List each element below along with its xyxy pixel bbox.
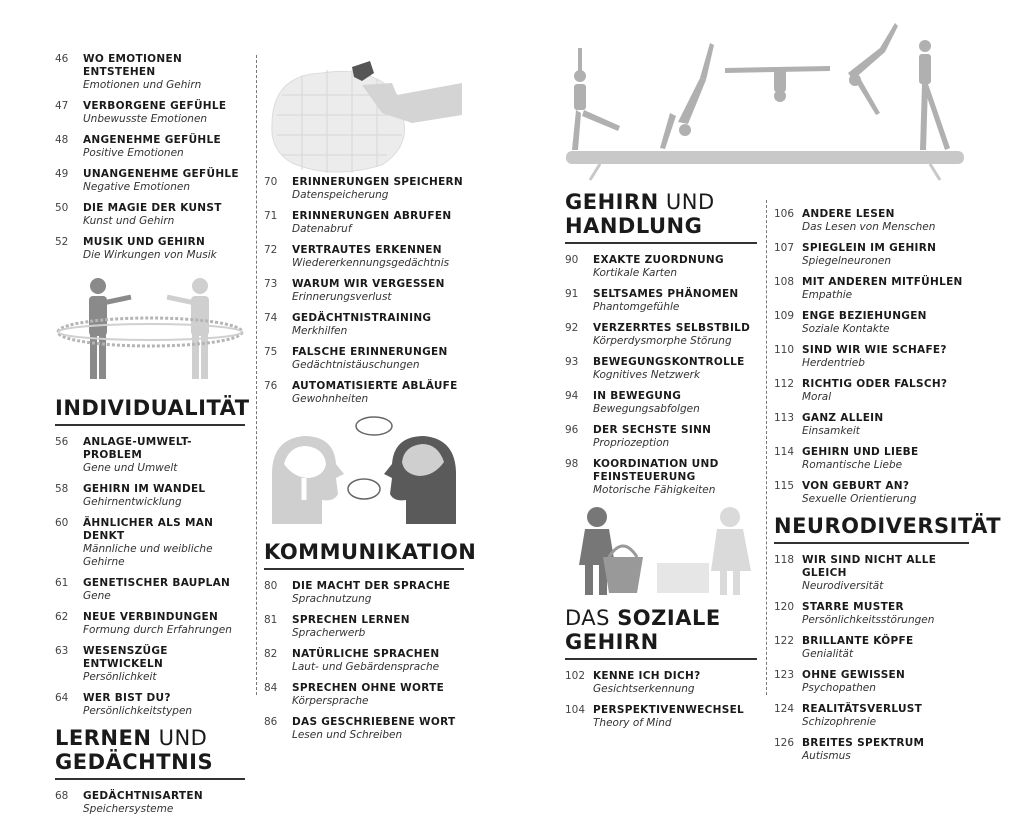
entry-subtitle: Datenspeicherung	[292, 189, 389, 201]
page-number: 104	[565, 704, 586, 716]
entry-subtitle: Unbewusste Emotionen	[83, 113, 208, 125]
heading-text: LERNEN	[55, 726, 152, 750]
toc-entry[interactable]	[55, 236, 245, 262]
entry-subtitle: Persönlichkeitstypen	[83, 705, 193, 717]
page-number: 94	[565, 390, 579, 402]
page-number: 46	[55, 53, 69, 65]
heading-text: NEURODIVERSITÄT	[774, 514, 1002, 538]
toc-entry[interactable]	[774, 737, 969, 763]
entry-subtitle: Negative Emotionen	[83, 181, 190, 193]
entry-title: DAS GESCHRIEBENE WORT	[292, 716, 456, 728]
page-number: 52	[55, 236, 69, 248]
entry-subtitle: Körperdysmorphe Störung	[593, 335, 732, 347]
toc-entry[interactable]	[565, 670, 757, 696]
entry-title: DIE MAGIE DER KUNST	[83, 202, 222, 214]
entry-subtitle: Kognitives Netzwerk	[593, 369, 701, 381]
entry-subtitle: Romantische Liebe	[802, 459, 903, 471]
page-number: 64	[55, 692, 69, 704]
entry-title: IN BEWEGUNG	[593, 390, 682, 402]
entry-title: MIT ANDEREN MITFÜHLEN	[802, 276, 963, 288]
entry-title: ANGENEHME GEFÜHLE	[83, 134, 221, 146]
entry-subtitle: Laut- und Gebärdensprache	[292, 661, 440, 673]
page-number: 80	[264, 580, 278, 592]
page-number: 72	[264, 244, 278, 256]
entry-subtitle: Moral	[802, 391, 832, 403]
page-number: 81	[264, 614, 278, 626]
entry-title: BEWEGUNGSKONTROLLE	[593, 356, 745, 368]
toc-entry[interactable]	[264, 312, 464, 338]
entry-subtitle: Formung durch Erfahrungen	[83, 624, 232, 636]
toc-entry[interactable]	[264, 648, 464, 674]
toc-entry[interactable]	[264, 380, 464, 406]
entry-subtitle: Sexuelle Orientierung	[802, 493, 917, 505]
entry-subtitle: Gedächtnistäuschungen	[292, 359, 420, 371]
page-number: 56	[55, 436, 69, 448]
entry-title: WESENSZÜGE ENTWICKELN	[83, 645, 168, 670]
toc-entry[interactable]	[774, 446, 969, 472]
toc-entry[interactable]	[565, 322, 757, 348]
entry-title: GENETISCHER BAUPLAN	[83, 577, 231, 589]
page-number: 60	[55, 517, 69, 529]
entry-subtitle: Soziale Kontakte	[802, 323, 890, 335]
toc-entry[interactable]	[774, 242, 969, 268]
page-number: 47	[55, 100, 69, 112]
entry-list	[55, 790, 245, 816]
toc-column-1	[55, 53, 250, 824]
entry-title: GEDÄCHTNISARTEN	[83, 790, 203, 802]
entry-subtitle: Positive Emotionen	[83, 147, 184, 159]
page-number: 61	[55, 577, 69, 589]
entry-title: DIE MACHT DER SPRACHE	[292, 580, 451, 592]
toc-entry[interactable]	[774, 669, 969, 695]
entry-title: WER BIST DU?	[83, 692, 171, 704]
page-number: 115	[774, 480, 795, 492]
page-number: 114	[774, 446, 795, 458]
entry-subtitle: Sprachnutzung	[292, 593, 372, 605]
toc-entry[interactable]	[565, 704, 757, 730]
entry-title: ÄHNLICHER ALS MAN DENKT	[83, 517, 214, 542]
toc-entry[interactable]	[264, 346, 464, 372]
toc-entry[interactable]	[55, 577, 245, 603]
toc-entry[interactable]	[264, 716, 464, 742]
toc-entry[interactable]	[565, 458, 757, 497]
entry-title: VERBORGENE GEFÜHLE	[83, 100, 227, 112]
entry-title: ANLAGE-UMWELT-PROBLEM	[83, 436, 192, 461]
entry-subtitle: Propriozeption	[593, 437, 670, 449]
entry-title: REALITÄTSVERLUST	[802, 703, 923, 715]
section-heading-individualitaet	[55, 396, 250, 426]
entry-title: SPRECHEN LERNEN	[292, 614, 410, 626]
entry-title: RICHTIG ODER FALSCH?	[802, 378, 948, 390]
entry-subtitle: Gene	[83, 590, 111, 602]
entry-subtitle: Gesichtserkennung	[593, 683, 695, 695]
entry-title: UNANGENEHME GEFÜHLE	[83, 168, 239, 180]
heading-text: SOZIALE	[617, 606, 721, 630]
page-number: 90	[565, 254, 579, 266]
entry-title: DER SECHSTE SINN	[593, 424, 712, 436]
entry-subtitle: Das Lesen von Menschen	[802, 221, 936, 233]
toc-entry[interactable]	[264, 614, 464, 640]
toc-entry[interactable]	[55, 436, 245, 475]
toc-entry[interactable]	[774, 344, 969, 370]
entry-title: PERSPEKTIVENWECHSEL	[593, 704, 745, 716]
entry-title: AUTOMATISIERTE ABLÄUFE	[292, 380, 458, 392]
entry-list	[55, 436, 245, 718]
entry-title: SELTSAMES PHÄNOMEN	[593, 288, 739, 300]
entry-title: SPRECHEN OHNE WORTE	[292, 682, 445, 694]
toc-entry[interactable]	[55, 790, 245, 816]
toc-entry[interactable]	[55, 517, 245, 569]
entry-subtitle: Bewegungsabfolgen	[593, 403, 700, 415]
entry-title: ERINNERUNGEN SPEICHERN	[292, 176, 464, 188]
entry-subtitle: Phantomgefühle	[593, 301, 680, 313]
toc-entry[interactable]	[55, 645, 245, 684]
entry-subtitle: Motorische Fähigkeiten	[593, 484, 716, 496]
entry-title: OHNE GEWISSEN	[802, 669, 906, 681]
entry-subtitle: Psychopathen	[802, 682, 876, 694]
toc-column-2	[264, 176, 477, 750]
heading-text-light: DAS	[565, 606, 610, 630]
toc-entry[interactable]	[565, 356, 757, 382]
page-number: 84	[264, 682, 278, 694]
page-number: 86	[264, 716, 278, 728]
social-people-illustration	[565, 505, 757, 600]
entry-title: STARRE MUSTER	[802, 601, 904, 613]
page-number: 93	[565, 356, 579, 368]
heading-text: HANDLUNG	[565, 214, 703, 238]
entry-subtitle: Speichersysteme	[83, 803, 174, 815]
page-number: 108	[774, 276, 795, 288]
entry-title: GEHIRN UND LIEBE	[802, 446, 919, 458]
page-number: 82	[264, 648, 278, 660]
entry-title: NEUE VERBINDUNGEN	[83, 611, 219, 623]
puzzle-brain-hand-illustration	[262, 55, 467, 175]
entry-subtitle: Herdentrieb	[802, 357, 865, 369]
entry-title: WO EMOTIONEN ENTSTEHEN	[83, 53, 183, 78]
section-heading-lernen	[55, 726, 245, 780]
section-heading-sozial	[565, 606, 757, 660]
toc-entry[interactable]	[55, 100, 245, 126]
toc-entry[interactable]	[55, 202, 245, 228]
entry-subtitle: Schizophrenie	[802, 716, 877, 728]
entry-title: VON GEBURT AN?	[802, 480, 910, 492]
toc-entry[interactable]	[264, 176, 464, 202]
entry-subtitle: Empathie	[802, 289, 853, 301]
entry-title: SPIEGLEIN IM GEHIRN	[802, 242, 937, 254]
entry-title: FALSCHE ERINNERUNGEN	[292, 346, 448, 358]
page-number: 124	[774, 703, 795, 715]
heading-text-light: UND	[665, 190, 715, 214]
toc-entry[interactable]	[55, 483, 245, 509]
entry-subtitle: Gene und Umwelt	[83, 462, 178, 474]
entry-subtitle: Kortikale Karten	[593, 267, 678, 279]
entry-title: GANZ ALLEIN	[802, 412, 884, 424]
toc-entry[interactable]	[565, 390, 757, 416]
entry-title: VERZERRTES SELBSTBILD	[593, 322, 751, 334]
entry-list	[264, 176, 464, 406]
entry-subtitle: Autismus	[802, 750, 851, 762]
entry-title: WIR SIND NICHT ALLE GLEICH	[802, 554, 937, 579]
toc-entry[interactable]	[774, 378, 969, 404]
entry-subtitle: Lesen und Schreiben	[292, 729, 403, 741]
entry-subtitle: Gehirnentwicklung	[83, 496, 182, 508]
column-divider	[256, 55, 257, 695]
page-number: 63	[55, 645, 69, 657]
toc-entry[interactable]	[774, 276, 969, 302]
toc-column-3	[565, 190, 757, 738]
entry-subtitle: Die Wirkungen von Musik	[83, 249, 217, 261]
page-number: 110	[774, 344, 795, 356]
heading-text-light: UND	[158, 726, 208, 750]
toc-entry[interactable]	[565, 288, 757, 314]
page-number: 91	[565, 288, 579, 300]
toc-entry[interactable]	[55, 692, 245, 718]
column-divider	[766, 200, 767, 695]
page-number: 92	[565, 322, 579, 334]
entry-list	[774, 208, 969, 506]
entry-subtitle: Persönlichkeitsstörungen	[802, 614, 935, 626]
page-number: 75	[264, 346, 278, 358]
page-number: 113	[774, 412, 795, 424]
toc-entry[interactable]	[565, 254, 757, 280]
entry-subtitle: Männliche und weibliche Gehirne	[83, 543, 213, 568]
page-number: 118	[774, 554, 795, 566]
entry-subtitle: Erinnerungsverlust	[292, 291, 392, 303]
heading-text: KOMMUNIKATION	[264, 540, 477, 564]
toc-entry[interactable]	[565, 424, 757, 450]
page-number: 58	[55, 483, 69, 495]
heading-text: GEHIRN	[565, 630, 659, 654]
heading-text: INDIVIDUALITÄT	[55, 396, 250, 420]
toc-entry[interactable]	[55, 611, 245, 637]
page-number: 107	[774, 242, 795, 254]
section-heading-handlung	[565, 190, 757, 244]
entry-subtitle: Merkhilfen	[292, 325, 348, 337]
page-number: 50	[55, 202, 69, 214]
entry-subtitle: Genialität	[802, 648, 854, 660]
page-number: 73	[264, 278, 278, 290]
page-number: 68	[55, 790, 69, 802]
entry-title: VERTRAUTES ERKENNEN	[292, 244, 442, 256]
page-number: 49	[55, 168, 69, 180]
entry-list	[565, 670, 757, 730]
entry-title: BRILLANTE KÖPFE	[802, 635, 914, 647]
heading-text: GEDÄCHTNIS	[55, 750, 214, 774]
entry-title: KOORDINATION UND FEINSTEUERUNG	[593, 458, 719, 483]
page-number: 96	[565, 424, 579, 436]
entry-title: GEDÄCHTNISTRAINING	[292, 312, 432, 324]
entry-subtitle: Persönlichkeit	[83, 671, 157, 683]
page-number: 126	[774, 737, 795, 749]
entry-subtitle: Wiedererkennungsgedächtnis	[292, 257, 450, 269]
entry-subtitle: Körpersprache	[292, 695, 369, 707]
page-number: 70	[264, 176, 278, 188]
toc-entry[interactable]	[264, 580, 464, 606]
toc-column-4	[774, 208, 1002, 771]
toc-entry[interactable]	[774, 310, 969, 336]
page-number: 76	[264, 380, 278, 392]
toc-entry[interactable]	[774, 703, 969, 729]
entry-subtitle: Spiegelneuronen	[802, 255, 892, 267]
entry-list	[565, 254, 757, 497]
entry-list	[774, 554, 969, 763]
page-number: 71	[264, 210, 278, 222]
toc-entry[interactable]	[55, 53, 245, 92]
entry-title: KENNE ICH DICH?	[593, 670, 701, 682]
page-number: 102	[565, 670, 586, 682]
entry-title: NATÜRLICHE SPRACHEN	[292, 648, 440, 660]
page-number: 48	[55, 134, 69, 146]
entry-list	[264, 580, 464, 742]
toc-entry[interactable]	[774, 480, 969, 506]
entry-subtitle: Kunst und Gehirn	[83, 215, 175, 227]
entry-subtitle: Spracherwerb	[292, 627, 366, 639]
entry-subtitle: Datenabruf	[292, 223, 352, 235]
page-number: 120	[774, 601, 795, 613]
toc-entry[interactable]	[774, 601, 969, 627]
toc-entry[interactable]	[55, 168, 245, 194]
page-number: 109	[774, 310, 795, 322]
toc-entry[interactable]	[774, 208, 969, 234]
toc-entry[interactable]	[55, 134, 245, 160]
page-number: 106	[774, 208, 795, 220]
entry-title: BREITES SPEKTRUM	[802, 737, 925, 749]
toc-entry[interactable]	[774, 412, 969, 438]
entry-subtitle: Emotionen und Gehirn	[83, 79, 202, 91]
page-number: 123	[774, 669, 795, 681]
music-figures-illustration	[55, 274, 245, 384]
entry-title: GEHIRN IM WANDEL	[83, 483, 206, 495]
toc-entry[interactable]	[774, 554, 969, 593]
section-heading-neurodiversitaet	[774, 514, 1002, 544]
page-number: 62	[55, 611, 69, 623]
page-number: 112	[774, 378, 795, 390]
page-number: 98	[565, 458, 579, 470]
entry-title: ENGE BEZIEHUNGEN	[802, 310, 927, 322]
entry-subtitle: Neurodiversität	[802, 580, 884, 592]
entry-title: WARUM WIR VERGESSEN	[292, 278, 445, 290]
toc-entry[interactable]	[264, 244, 464, 270]
page-number: 74	[264, 312, 278, 324]
page-number: 122	[774, 635, 795, 647]
entry-title: SIND WIR WIE SCHAFE?	[802, 344, 947, 356]
entry-subtitle: Theory of Mind	[593, 717, 672, 729]
toc-entry[interactable]	[264, 682, 464, 708]
toc-entry[interactable]	[264, 278, 464, 304]
entry-title: ERINNERUNGEN ABRUFEN	[292, 210, 452, 222]
toc-entry[interactable]	[774, 635, 969, 661]
speaking-heads-illustration	[264, 414, 464, 532]
section-heading-kommunikation	[264, 540, 477, 570]
entry-list	[55, 53, 245, 262]
entry-title: ANDERE LESEN	[802, 208, 895, 220]
gymnast-balance-beam-illustration	[560, 18, 970, 183]
entry-subtitle: Einsamkeit	[802, 425, 860, 437]
entry-subtitle: Gewohnheiten	[292, 393, 369, 405]
heading-text: GEHIRN	[565, 190, 659, 214]
entry-title: MUSIK UND GEHIRN	[83, 236, 206, 248]
entry-title: EXAKTE ZUORDNUNG	[593, 254, 724, 266]
toc-entry[interactable]	[264, 210, 464, 236]
